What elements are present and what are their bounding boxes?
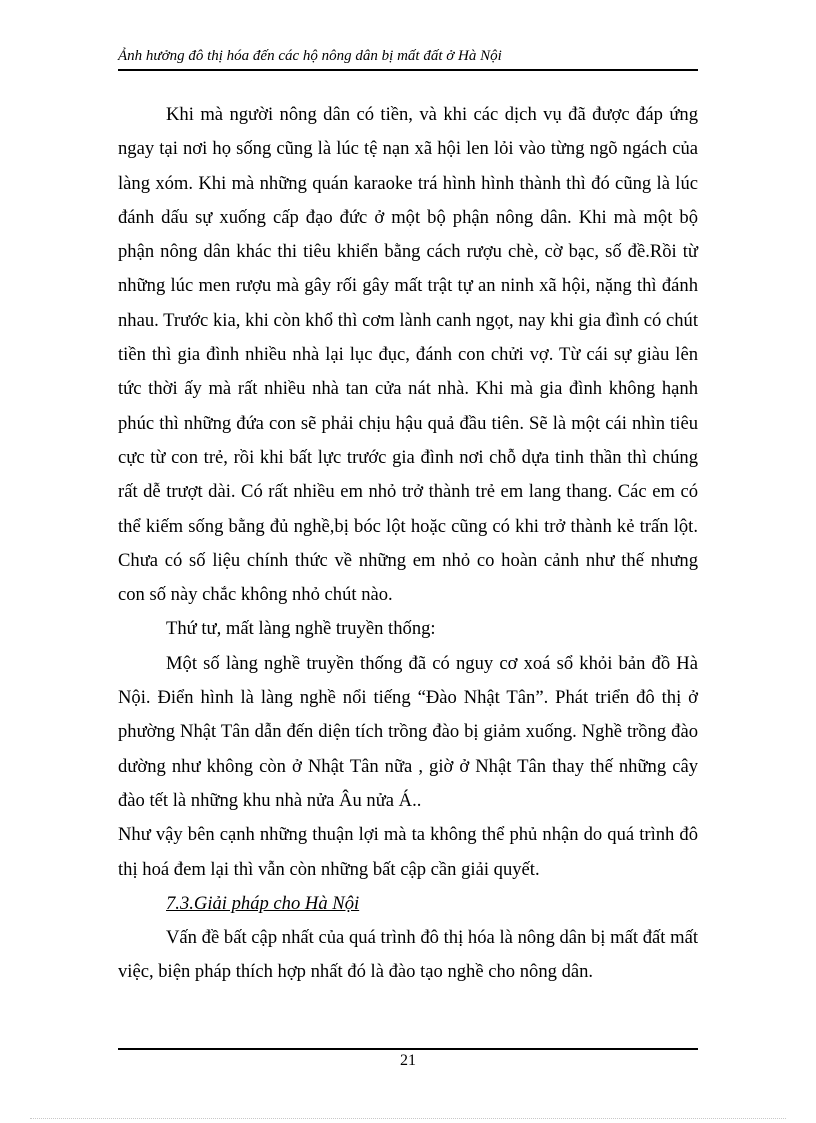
page-edge-divider <box>30 1118 786 1119</box>
paragraph-solution: Vấn đề bất cập nhất của quá trình đô thị hóa là nông dân bị mất đất mất việc, biện pháp thích hợp nhất đó là đào tạo nghề cho nông dân. <box>118 927 698 983</box>
page-header <box>118 48 698 71</box>
page-number: 21 <box>400 1052 416 1069</box>
paragraph-craft-villages-heading: Thứ tư, mất làng nghề truyền thống: <box>166 618 436 640</box>
paragraph-social-evils: Khi mà người nông dân có tiền, và khi các dịch vụ đã được đáp ứng ngay tại nơi họ sống cũng là lúc tệ nạn xã hội len lỏi vào từng ngõ ngách của làng xóm. Khi mà những quán karaoke trá hình hình thành thì đó cũng là lúc đánh dấu sự xuống cấp đạo đức ở một bộ phận nông dân. Khi mà một bộ phận nông dân khác thi tiêu khiển bằng cách rượu chè, cờ bạc, số đề.Rồi từ những lúc men rượu mà gây rối gây mất trật tự an ninh xã hội, nặng thì đánh nhau. Trước kia, khi còn khổ thì cơm lành canh ngọt, nay khi gia đình có chút tiền thì gia đình nhiều nhà lại lục đục, đánh con chửi vợ. Từ cái sự giàu lên tức thời ấy mà rất nhiều nhà tan cửa nát nhà. Khi mà gia đình không hạnh phúc thì những đứa con sẽ phải chịu hậu quả đầu tiên. Sẽ là một cái nhìn tiêu cực từ con trẻ, rồi khi bất lực trước gia đình nơi chỗ dựa tinh thần thì chúng rất dễ trượt dài. Có rất nhiều em nhỏ trở thành trẻ em lang thang. Các em có thể kiếm sống bằng đủ nghề,bị bóc lột hoặc cũng có khi trở thành kẻ trấn lột. Chưa có số liệu chính thức về những em nhỏ co hoàn cảnh như thế nhưng con số này chắc không nhỏ chút nào. <box>118 104 698 606</box>
paragraph-conclusion: Như vậy bên cạnh những thuận lợi mà ta không thể phủ nhận do quá trình đô thị hoá đem lại thì vẫn còn những bất cập cần giải quyết. <box>118 824 698 880</box>
header-title: Ảnh hưởng đô thị hóa đến các hộ nông dân bị mất đất ở Hà Nội <box>118 48 502 64</box>
document-body <box>118 98 698 990</box>
section-heading <box>118 887 698 921</box>
section-heading-text: 7.3.Giải pháp cho Hà Nội <box>166 892 360 914</box>
footer-rule <box>118 1048 698 1050</box>
paragraph-nhat-tan: Một số làng nghề truyền thống đã có nguy cơ xoá sổ khỏi bản đồ Hà Nội. Điển hình là làng nghề nổi tiếng “Đào Nhật Tân”. Phát triển đô thị ở phường Nhật Tân dẫn đến diện tích trồng đào bị giảm xuống. Nghề trồng đào dường như không còn ở Nhật Tân nữa , giờ ở Nhật Tân thay thế những cây đào tết là những khu nhà nửa Âu nửa Á.. <box>118 652 698 811</box>
